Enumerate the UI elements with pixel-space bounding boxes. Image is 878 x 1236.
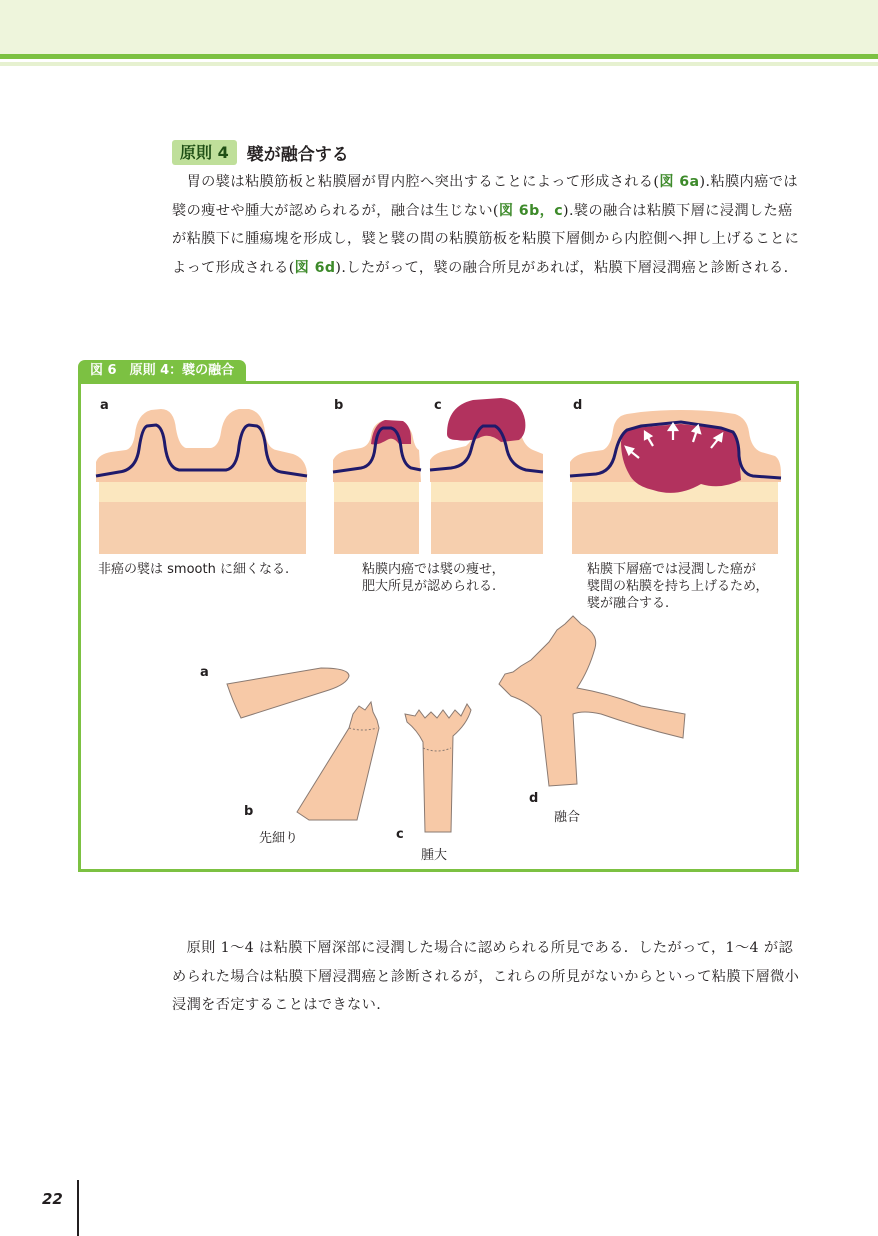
section-title: 襞が融合する	[246, 144, 349, 165]
fold-a-smooth-taper	[227, 668, 349, 718]
panel-label-b: b	[334, 398, 344, 413]
caption-a: 非癌の襞は smooth に細くなる.	[98, 562, 290, 577]
panel-c-muscle-layer	[431, 502, 543, 554]
caption-bc-line-2: 肥大所見が認められる.	[362, 579, 497, 594]
caption-d-line-1: 粘膜下層癌では浸潤した癌が	[587, 562, 757, 577]
panel-b-muscle-layer	[334, 502, 419, 554]
panel-a-cross-section	[96, 409, 307, 554]
paragraph-summary	[172, 934, 802, 1020]
header-rule-light	[0, 62, 878, 66]
fold-d-fused	[499, 616, 685, 786]
bottom-fold-d	[499, 616, 685, 786]
page-number-rule	[77, 1180, 79, 1236]
paragraph1-seg4: ).したがって，襞の融合所見があれば，粘膜下層浸潤癌と診断される.	[335, 259, 789, 276]
bottom-label-a: a	[200, 665, 209, 680]
bottom-label-d: d	[529, 791, 539, 806]
panel-d-cross-section	[570, 410, 781, 554]
bottom-fold-a	[227, 668, 349, 718]
bottom-label-b: b	[244, 804, 254, 819]
header-rule	[0, 54, 878, 59]
panel-label-a: a	[100, 398, 109, 413]
page-number: 22	[42, 1190, 63, 1208]
caption-bc-line-1: 粘膜内癌では襞の痩せ，	[362, 562, 505, 577]
figure-ref-6d[interactable]: 図 6d	[294, 259, 336, 276]
principle-badge: 原則 4	[172, 140, 237, 165]
bottom-fold-b	[297, 702, 379, 820]
caption-d-line-3: 襞が融合する.	[587, 596, 670, 611]
caption-d-line-2: 襞間の粘膜を持ち上げるため，	[587, 579, 769, 594]
panel-c-cross-section	[430, 398, 543, 554]
section-heading	[172, 139, 349, 165]
panel-d-muscle-layer	[572, 502, 778, 554]
caption-d	[587, 561, 768, 612]
bottom-text-c: 腫大	[421, 848, 448, 863]
figure-ref-6bc[interactable]: 図 6b，c	[498, 202, 564, 219]
paragraph1-seg1: 胃の襞は粘膜筋板と粘膜層が胃内腔へ突出することによって形成される(	[186, 174, 660, 190]
bottom-text-b: 先細り	[259, 831, 299, 846]
panel-label-c: c	[434, 398, 442, 413]
paragraph-principle-4	[172, 168, 802, 282]
panel-c-tumor	[447, 398, 525, 442]
panel-label-d: d	[573, 398, 583, 413]
fold-c-swollen	[405, 704, 471, 832]
fold-b-tapered	[297, 702, 379, 820]
paragraph1-seg2: ).粘膜内癌では襞の痩せや腫大が認められるが，融合は生じない(	[172, 174, 798, 219]
figure-6-illustration	[81, 384, 796, 869]
paragraph1-seg3: ).襞の融合は粘膜下層に浸潤した癌が粘膜下に腫瘍塊を形成し，襞と襞の間の粘膜筋板を粘膜下層側から内腔側へ押し上げることによって形成される(	[172, 202, 800, 276]
figure-tab: 図 6 原則 4：襞の融合	[78, 360, 246, 382]
figure-ref-6a[interactable]: 図 6a	[659, 174, 700, 190]
panel-a-muscle-layer	[99, 502, 306, 554]
bottom-text-d: 融合	[554, 810, 581, 825]
bottom-fold-c	[405, 704, 471, 832]
figure-6	[78, 381, 799, 872]
bottom-label-c: c	[396, 827, 404, 842]
paragraph2-text: 原則 1〜4 は粘膜下層深部に浸潤した場合に認められる所見である．したがって，1〜4 が認められた場合は粘膜下層浸潤癌と診断されるが，これらの所見がないからといって粘膜下層微小浸潤を否定することはできない.	[172, 940, 800, 1013]
panel-b-cross-section	[333, 420, 421, 554]
caption-bc	[362, 561, 505, 595]
header-band	[0, 0, 878, 54]
